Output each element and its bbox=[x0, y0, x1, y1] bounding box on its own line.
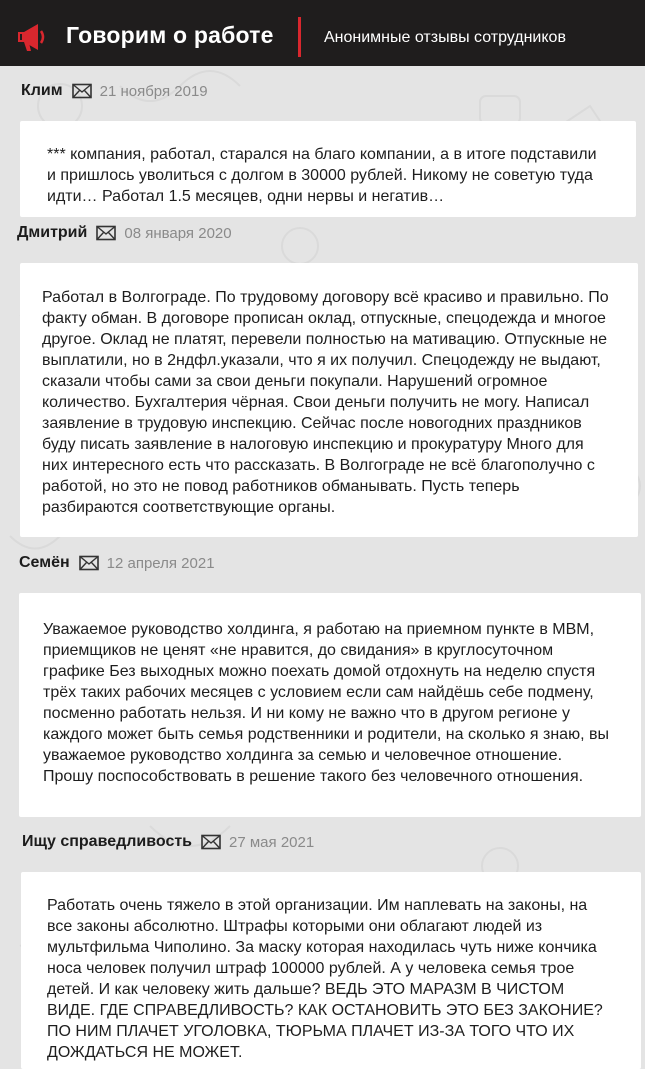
review-card bbox=[20, 121, 636, 217]
envelope-icon[interactable] bbox=[201, 834, 221, 850]
header-divider bbox=[298, 17, 301, 57]
envelope-icon[interactable] bbox=[79, 555, 99, 571]
review-meta bbox=[17, 222, 232, 244]
envelope-icon[interactable] bbox=[96, 225, 116, 241]
megaphone-icon[interactable] bbox=[14, 20, 48, 54]
review-meta bbox=[19, 552, 215, 574]
envelope-icon[interactable] bbox=[72, 83, 92, 99]
site-header bbox=[0, 0, 645, 66]
review-card bbox=[20, 263, 638, 537]
review-text: Работать очень тяжело в этой организации. Им наплевать на законы, на все законы абсолютно. Штрафы которыми они облагают людей из мультфильма Чиполино. За маску которая находилась чуть ниже кончика носа человек получил штраф 100000 рублей. А у человека семья трое детей. И как человеку жить дальше? ВЕДЬ ЭТО МАРАЗМ В ЧИСТОМ ВИДЕ. ГДЕ СПРАВЕДЛИВОСТЬ? КАК ОСТАНОВИТЬ ЭТО БЕЗ ЗАКОНИЕ? ПО НИМ ПЛАЧЕТ УГОЛОВКА, ТЮРЬМА ПЛАЧЕТ ИЗ-ЗА ТОГО ЧТО ИХ ДОЖДАТЬСЯ НЕ МОЖЕТ. bbox=[47, 897, 603, 1061]
review-author: Дмитрий bbox=[17, 224, 88, 241]
review-author: Семён bbox=[19, 554, 70, 571]
review-author: Ищу справедливость bbox=[22, 833, 193, 850]
review-meta bbox=[21, 80, 208, 102]
site-tagline: Анонимные отзывы сотрудников bbox=[324, 29, 566, 46]
review-date: 21 ноября 2019 bbox=[99, 82, 208, 100]
review-author: Клим bbox=[21, 82, 63, 99]
review-meta bbox=[22, 831, 314, 853]
site-title[interactable]: Говорим о работе bbox=[66, 22, 274, 48]
review-card bbox=[21, 872, 641, 1069]
review-text: Уважаемое руководство холдинга, я работаю на приемном пункте в МВМ, приемщиков не ценят «не нравится, до свидания» в круглосуточном графике Без выходных можно поехать домой отдохнуть на неделю спустя трёх таких рабочих месяцев с условием если сам найдёшь себе подмену, посменно работать нельзя. И ни кому не важно что в другом регионе у каждого может быть семья родственники и родители, на сколько я знаю, вы уважаемое руководство холдинга за семью и человечное отношение. Прошу поспособствовать в решение такого без человечного отношения. bbox=[43, 621, 609, 785]
review-card bbox=[19, 593, 641, 817]
review-text: Работал в Волгограде. По трудовому договору всё красиво и правильно. По факту обман. В договоре прописан оклад, отпускные, спецодежда и многое другое. Оклад не платят, перевели полностью на мативацию. Отпускные не выплатили, но в 2ндфл.указали, что я их получил. Спецодежду не выдают, сказали чтобы сами за свои деньги покупали. Нарушений огромное количество. Бухгалтерия чёрная. Свои деньги получить не могу. Написал заявление в трудовую инспекцию. Сейчас после новогодних праздников буду писать заявление в налоговую инспекцию и прокуратуру Много для них интересного есть что рассказать. В Волгограде не всё благополучно с работой, но это не повод работников обманывать. Пусть теперь разбираются соответствующие органы. bbox=[42, 289, 609, 516]
review-date: 12 апреля 2021 bbox=[106, 554, 215, 572]
review-date: 27 мая 2021 bbox=[229, 833, 315, 851]
review-date: 08 января 2020 bbox=[124, 224, 232, 242]
review-text: *** компания, работал, старался на благо компании, а в итоге подставили и пришлось уволиться с долгом в 30000 рублей. Никому не советую туда идти… Работал 1.5 месяцев, одни нервы и негатив… bbox=[47, 146, 597, 205]
